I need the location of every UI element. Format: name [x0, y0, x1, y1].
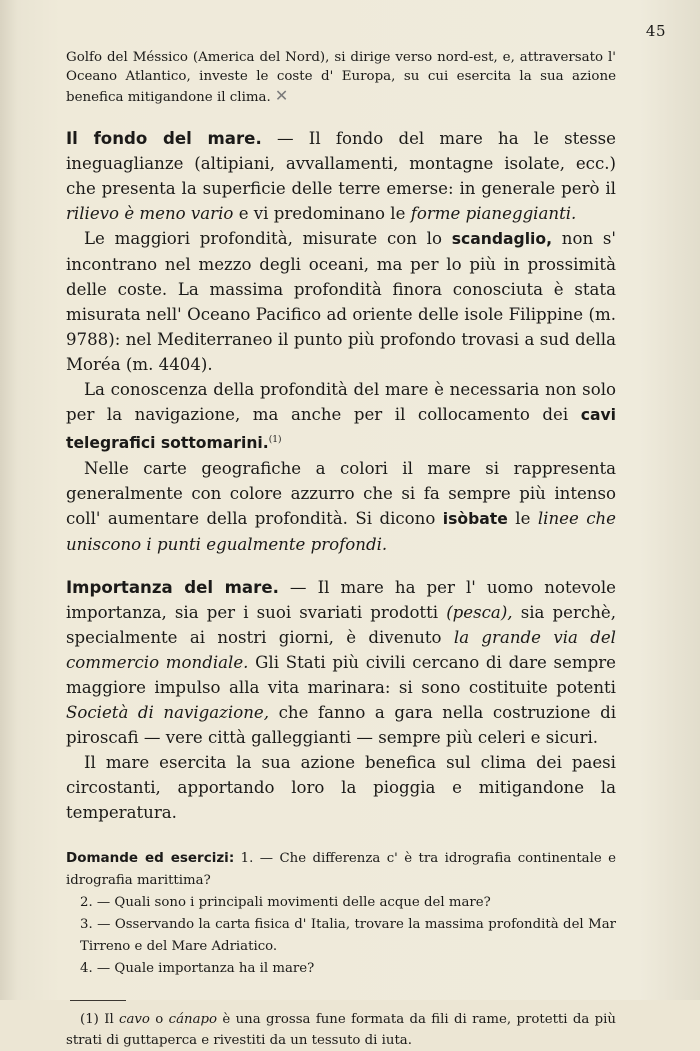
questions-title: Domande ed esercizi: — [66, 850, 235, 866]
heading-dash: — — [261, 129, 309, 148]
text-run: le — [507, 509, 538, 528]
footnote — [66, 1009, 616, 1051]
italic-run: forme pianeggianti. — [410, 204, 577, 223]
italic-run: (pesca), — [446, 603, 513, 622]
intro-paragraph — [66, 48, 616, 107]
italic-run: cavo — [119, 1012, 150, 1027]
footnote-divider — [70, 1000, 126, 1001]
text-run: Il mare ha per l' uomo notevole importanza, sia per i suoi svariati prodotti — [66, 578, 616, 622]
page-content — [66, 48, 616, 1051]
intro-text: Golfo del Méssico (America del Nord), si dirige verso nord-est, e, attraversato l' Oceano Atlantico, investe le coste d' Europa, su cui esercita la sua azione benefica mitigandone il clima. — [66, 50, 616, 105]
section-heading-fondo: Il fondo del mare. — [66, 129, 262, 148]
footnote-ref: (1) — [268, 435, 282, 445]
text-run: Le maggiori profondità, misurate con lo — [84, 229, 452, 248]
question-text: 1. — Che differenza c' è tra idrografia continentale e idrografia marittima? — [66, 851, 616, 888]
bold-term: cavi telegrafici sottomarini. — [66, 406, 616, 452]
bold-term: isòbate — [442, 510, 508, 528]
text-run: è una grossa fune formata da fili di rame, protetti da più strati di guttaperca e rivestiti da un tessuto di iuta. — [66, 1012, 616, 1048]
text-run: Gli Stati più civili cercano di dare sempre maggiore impulso alla vita marinara: si sono costituite potenti — [66, 653, 616, 697]
question-1 — [66, 847, 616, 892]
text-run: non s' incontrano nel mezzo degli oceani, ma per lo più in prossimità delle coste. La massima profondità finora conosciuta è stata misurata nell' Oceano Pacifico ad oriente delle isole Filippine (m. 9788): nel Mediterraneo il punto più profondo trovasi a sud della Moréa (m. 4404). — [66, 229, 616, 374]
section-heading-importanza: Importanza del mare. — [66, 578, 279, 597]
importanza-paragraph-2: Il mare esercita la sua azione benefica sul clima dei paesi circostanti, apportando loro la pioggia e mitigandone la temperatura. — [66, 753, 616, 822]
importanza-paragraph-1 — [66, 575, 616, 750]
text-run: e vi predominano le — [233, 204, 411, 223]
page-number: 45 — [645, 22, 666, 40]
fondo-paragraph-3 — [66, 377, 616, 456]
text-run: La conoscenza della profondità del mare è necessaria non solo per la navigazione, ma anche per il collocamento dei — [66, 380, 616, 424]
questions-block — [66, 847, 616, 980]
text-run: Il — [98, 1012, 120, 1027]
section-importanza-del-mare — [66, 575, 616, 825]
text-run: Il fondo del mare ha le stesse ineguaglianze (altipiani, avvallamenti, montagne isolate, ecc.) che presenta la superficie delle terre emerse: in generale però il — [66, 129, 616, 198]
italic-run: rilievo è meno vario — [66, 204, 234, 223]
question-4: 4. — Quale importanza ha il mare? — [80, 961, 315, 976]
bold-term: scandaglio, — [451, 230, 553, 248]
fondo-paragraph-1 — [66, 126, 616, 226]
italic-run: la grande via del commercio mondiale. — [66, 628, 616, 672]
text-run: che fanno a gara nella costruzione di piroscafi — vere città galleggianti — sempre più celeri e sicuri. — [66, 703, 617, 747]
question-2: 2. — Quali sono i principali movimenti delle acque del mare? — [80, 895, 491, 910]
text-run: o — [149, 1012, 169, 1027]
text-run: Nelle carte geografiche a colori il mare si rappresenta generalmente con colore azzurro che si fa sempre più intenso coll' aumentare della profondità. Si dicono — [66, 459, 616, 528]
section-fondo-del-mare — [66, 126, 616, 557]
fondo-paragraph-2 — [66, 226, 616, 377]
fondo-paragraph-4 — [66, 456, 616, 557]
footnote-marker: (1) — [80, 1012, 99, 1027]
question-3: 3. — Osservando la carta fisica d' Italia, trovare la massima profondità del Mar Tirreno e del Mare Adriatico. — [80, 917, 616, 954]
italic-run: cánapo — [168, 1012, 218, 1027]
pencil-cross-mark: ✕ — [274, 86, 289, 105]
heading-dash: — — [278, 578, 318, 597]
text-run: sia perchè, specialmente ai nostri giorni, è divenuto — [66, 603, 616, 647]
italic-run: linee che uniscono i punti egualmente profondi. — [66, 509, 616, 554]
italic-run: Società di navigazione, — [66, 703, 270, 722]
